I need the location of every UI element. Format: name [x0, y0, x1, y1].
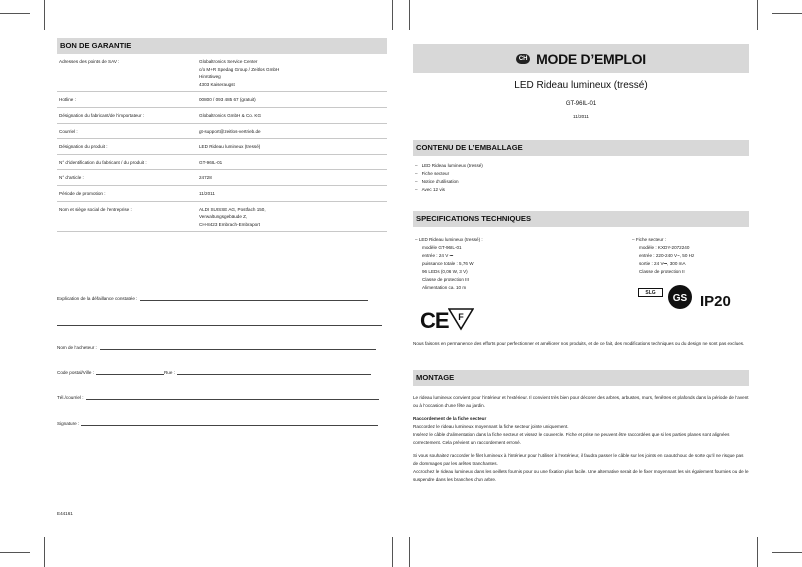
- crop-mark: [44, 537, 45, 567]
- manual-title-box: [413, 44, 749, 73]
- warranty-row-value: [197, 107, 387, 123]
- crop-mark: [757, 0, 758, 30]
- product-model: GT-96IL-01: [565, 101, 597, 107]
- warranty-value-line: Verwaltungsgebäude Z,: [199, 214, 248, 220]
- warranty-row-label: N° d’identification du fabricant / du produit :: [57, 154, 197, 170]
- warranty-value-line: GT-96IL-01: [199, 159, 223, 165]
- warranty-value-line: 24728: [199, 175, 212, 181]
- warranty-row-label: Période de promotion :: [57, 185, 197, 201]
- warranty-row: [57, 201, 387, 232]
- spec-line: – LED Rideau lumineux (tressé) :: [415, 237, 483, 242]
- specs-section: [413, 211, 749, 227]
- package-item: – Fiche secteur: [415, 170, 749, 178]
- warranty-row: [57, 170, 387, 186]
- address-line: [57, 369, 371, 375]
- gs-mark-letters: GS: [672, 293, 688, 304]
- crop-mark: [392, 0, 393, 30]
- ce-mark-icon: CE: [420, 308, 449, 333]
- montage-para: Insérez le câble d’alimentation dans la fiche secteur et vissez le couvercle. Fiche et prise ne peuvent être raccordées que si les parties planes sont alignées correctement. Cela prévient un raccordement erroné.: [413, 432, 730, 445]
- spec-line: modèle GT-96IL-01: [422, 245, 462, 250]
- warranty-row-label: Adresses des points de SAV :: [57, 54, 197, 92]
- spec-line: Classe de protection II: [639, 269, 685, 274]
- phone-line: [57, 394, 379, 400]
- warranty-row-value: [197, 201, 387, 232]
- signature-line: [57, 420, 378, 426]
- warranty-row-value: [197, 185, 387, 201]
- warranty-row: [57, 92, 387, 108]
- crop-mark: [0, 13, 30, 14]
- warranty-row-value: [197, 92, 387, 108]
- postal-label: Code postal/Ville :: [57, 370, 94, 375]
- product-date: 11/2011: [573, 114, 589, 119]
- warranty-value-line: Hinrütiweg: [199, 74, 221, 80]
- buyer-input[interactable]: [100, 344, 376, 350]
- package-heading: CONTENU DE L’EMBALLAGE: [413, 140, 749, 156]
- manual-title: MODE D’EMPLOI: [536, 50, 646, 67]
- warranty-row: [57, 107, 387, 123]
- crop-mark: [772, 13, 802, 14]
- street-label: Rue :: [163, 370, 175, 375]
- warranty-row-value: [197, 154, 387, 170]
- warranty-value-line: CH-8423 Embrach-Embraport: [199, 221, 261, 227]
- street-input[interactable]: [177, 369, 371, 375]
- warranty-value-line: 11/2011: [199, 190, 215, 196]
- package-item: – Notice d’utilisation: [415, 178, 749, 186]
- warranty-row: [57, 154, 387, 170]
- phone-label: Tél./courriel :: [57, 395, 84, 400]
- warranty-row: [57, 185, 387, 201]
- warranty-table: [57, 54, 387, 232]
- defect-input[interactable]: [140, 295, 368, 301]
- spec-line: sortie : 24 V⎓, 300 mA: [639, 261, 686, 266]
- warranty-value-line: LED Rideau lumineux (tressé): [199, 144, 261, 150]
- spec-line: entrée : 220-240 V~, 50 Hz: [639, 253, 695, 258]
- crop-mark: [409, 537, 410, 567]
- montage-para: Accrochez le rideau lumineux dans les oeillets fournis pour ou une fixation plus facile. Une alternative serait de le fixer moyennant les vis également fournies ou de le suspendre dans les branches d’un arbre.: [413, 469, 749, 482]
- warranty-row-label: Désignation du produit :: [57, 139, 197, 155]
- crop-mark: [0, 552, 30, 553]
- signature-input[interactable]: [81, 420, 378, 426]
- warranty-heading: BON DE GARANTIE: [57, 38, 387, 54]
- warranty-row-label: Hotline :: [57, 92, 197, 108]
- montage-para: Si vous souhaitez raccorder le filet lumineux à l’intérieur pour l’utiliser à l’extérieur, il faudra passer le câble sur les joints en caoutchouc de sorte qu’il ne risque pas de dommages par les arêtes tranchantes.: [413, 453, 744, 466]
- f-mark-icon: [448, 307, 474, 331]
- spec-line: Classe de protection III: [422, 277, 469, 282]
- postal-input[interactable]: [96, 369, 164, 375]
- slg-mark-icon: SLG: [638, 288, 663, 297]
- spec-line: Alimentation ca. 10 m: [422, 285, 467, 290]
- warranty-value-line: Globaltronics GmbH & Co. KG: [199, 112, 262, 118]
- specs-heading: SPECIFICATIONS TECHNIQUES: [413, 211, 749, 227]
- phone-input[interactable]: [86, 394, 379, 400]
- warranty-row-value: [197, 123, 387, 139]
- country-badge: CH: [516, 54, 530, 64]
- warranty-value-line: 00800 / 093 485 67 (gratuit): [199, 97, 256, 103]
- defect-input-2[interactable]: [57, 320, 382, 326]
- spec-line: modèle : KXDY-2072240: [639, 245, 690, 250]
- package-list: [413, 162, 749, 194]
- warranty-row: [57, 123, 387, 139]
- warranty-row-label: Nom et siège social de l’entreprise :: [57, 201, 197, 232]
- package-item: – Avec 12 vis: [415, 186, 749, 194]
- spec-line: – Fiche secteur :: [632, 237, 666, 242]
- montage-heading: MONTAGE: [413, 370, 749, 386]
- buyer-label: Nom de l’acheteur :: [57, 345, 97, 350]
- montage-intro: Le rideau lumineux convient pour l’intérieur et l’extérieur. Il convient très bien pour décorer des arbres, arbustes, murs, fenêtres et plafonds dans la période de l’avent ou à l’occasion d’une fête au jardin.: [413, 395, 749, 408]
- defect-line-2: [57, 320, 382, 326]
- specs-light: [415, 236, 483, 292]
- package-section: [413, 140, 749, 194]
- spec-line: 96 LEDs (0,06 W, 3 V): [422, 269, 468, 274]
- montage-section: [413, 370, 749, 484]
- warranty-value-line: ALDI SUISSE AG, Postfach 150,: [199, 206, 266, 212]
- warranty-row-value: [197, 139, 387, 155]
- spec-line: entrée : 24 V ⎓: [422, 253, 454, 258]
- package-item: – LED Rideau lumineux (tressé): [415, 162, 749, 170]
- signature-label: Signature :: [57, 421, 80, 426]
- defect-label: Explication de la défaillance constatée :: [57, 296, 138, 301]
- design-note: Nous faisons en permanence des efforts pour perfectionner et améliorer nos produits, et de ce fait, des modifications techniques ou du design ne sont pas exclues.: [413, 341, 745, 346]
- warranty-row-label: Courriel :: [57, 123, 197, 139]
- f-mark-letter: F: [458, 312, 464, 322]
- crop-mark: [772, 552, 802, 553]
- product-name: LED Rideau lumineux (tressé): [514, 80, 648, 91]
- warranty-value-line: gt-support@zeitlos-vertrieb.de: [199, 128, 261, 134]
- spec-line: puissance totale : 5,76 W: [422, 261, 474, 266]
- specs-plug: [632, 236, 694, 276]
- warranty-row: [57, 54, 387, 92]
- gs-mark-icon: [666, 284, 694, 310]
- warranty-page: [57, 38, 387, 232]
- montage-para: Raccordez le rideau lumineux moyennant la fiche secteur jointe uniquement.: [413, 424, 569, 429]
- crop-mark: [44, 0, 45, 30]
- warranty-row-label: Désignation du fabricant/de l’importateur :: [57, 107, 197, 123]
- footer-code: E44161: [57, 511, 73, 516]
- warranty-row-value: [197, 54, 387, 92]
- defect-line: [57, 295, 368, 301]
- montage-subheading: Raccordement de la fiche secteur: [413, 416, 487, 421]
- warranty-row-value: [197, 170, 387, 186]
- warranty-row-label: N° d’article :: [57, 170, 197, 186]
- warranty-value-line: Globaltronics Service Center: [199, 59, 258, 64]
- crop-mark: [392, 537, 393, 567]
- crop-mark: [409, 0, 410, 30]
- warranty-row: [57, 139, 387, 155]
- warranty-value-line: c/o M+R Spedag Group / Zeitlos GmbH: [199, 66, 280, 72]
- buyer-line: [57, 344, 376, 350]
- ip-rating: IP20: [700, 293, 731, 310]
- warranty-value-line: 4303 Kaiseraugst: [199, 81, 235, 87]
- crop-mark: [757, 537, 758, 567]
